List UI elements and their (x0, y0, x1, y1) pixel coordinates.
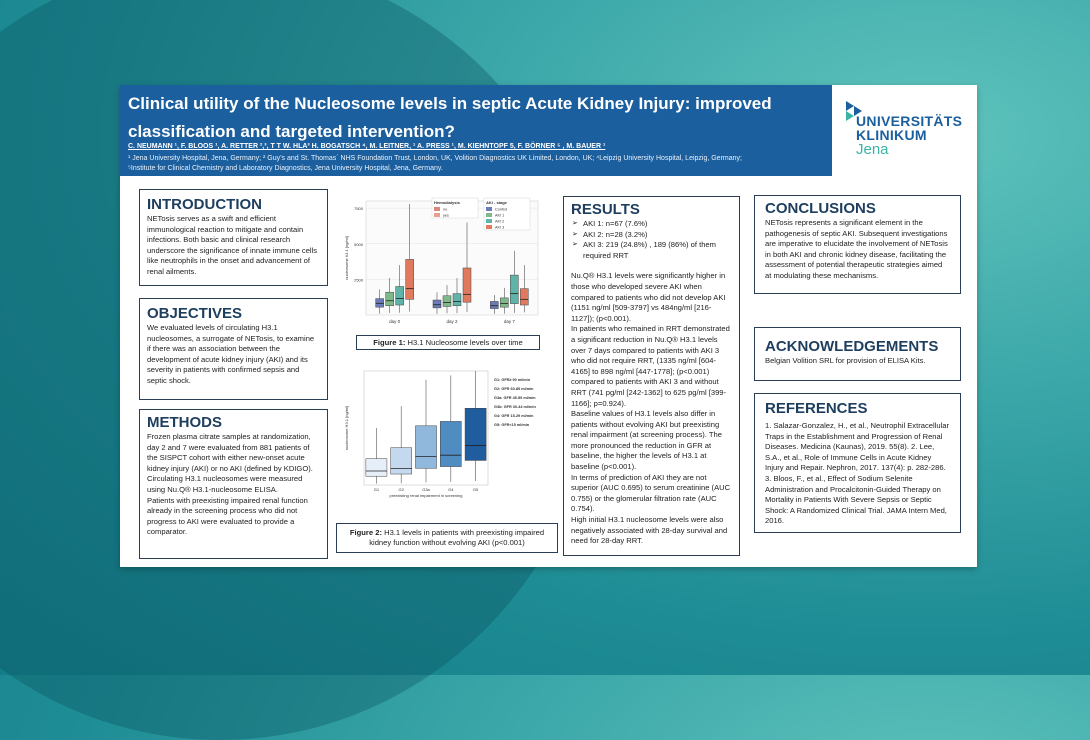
results-bullet-list (571, 219, 732, 261)
box-aki-2-box (396, 287, 404, 306)
box-aki-3-box (406, 259, 414, 299)
x-tick-label: G2 (398, 487, 404, 492)
legend-entry: G3a: GFR 45-59 ml/min (494, 396, 536, 400)
box-aki-1-box (443, 296, 451, 307)
box-control-box (433, 300, 441, 308)
figure-2-caption-text: H3.1 levels in patients with preexisting impaired kidney function without evolving AKI (p<0.001) (369, 528, 545, 547)
poster-title (128, 90, 828, 146)
box-control-box (376, 299, 384, 308)
affiliation-line-2: ⁵Institute for Clinical Chemistry and Laboratory Diagnostics, Jena University Hospital, Jena, Germany. (128, 165, 443, 172)
results-box (563, 196, 740, 556)
legend-title: AKI - stage (486, 200, 507, 205)
figure-2-caption-label: Figure 2: (349, 528, 382, 537)
results-bullet: ➢ AKI 1: n=67 (7.6%) (583, 219, 732, 230)
introduction-box (139, 189, 328, 286)
objectives-heading: OBJECTIVES (147, 305, 243, 322)
legend-entry: G5: GFR<15 ml/min (494, 423, 530, 427)
y-tick-label: 5000 (354, 241, 363, 247)
references-box (754, 393, 961, 533)
figure-1-caption-text: H3.1 Nucleosome levels over time (405, 338, 523, 347)
references-heading: REFERENCES (765, 400, 868, 417)
results-bullet: ➢ AKI 2: n=28 (3.2%) (583, 230, 732, 241)
figure-1-chart (338, 193, 548, 333)
x-axis-label: preexisting renal impairment in screening (389, 493, 463, 498)
objectives-text: We evaluated levels of circulating H3.1 nucleosomes, a surrogate of NETosis, to examine if there was an association between the development of acute kidney injury (AKI) and its severity in patients with confirmed sepsis and septic shock. (147, 323, 315, 385)
legend-entry: G1: GFR≥ 90 ml/min (494, 378, 531, 382)
title-line-1: Clinical utility of the Nucleosome levels in septic Acute Kidney Injury: improved (128, 94, 772, 113)
acknowledgements-box (754, 327, 961, 381)
results-bullet: ➢ AKI 3: 219 (24.8%) , 189 (86%) of them required RRT (583, 240, 732, 261)
box-aki-3-box (463, 268, 471, 302)
affiliations (128, 154, 838, 174)
legend-entry: no (443, 207, 448, 212)
y-tick-label: 2500 (354, 277, 363, 283)
logo-text-line-2: KLINIKUM (856, 127, 927, 143)
box-aki-3-box (520, 289, 528, 305)
box-g5-box (465, 408, 486, 460)
y-tick-label: 7500 (354, 206, 363, 212)
introduction-text: NETosis serves as a swift and efficient immunological reaction to mitigate and contain infections. Both basic and clinical research underscore the significance of innate immune cells like neutrophils in the onset and advancement of renal ailments. (147, 214, 318, 276)
box-aki-1-box (386, 292, 394, 306)
y-axis-label: nucleosome H3.1 [ng/ml] (344, 405, 349, 451)
university-logo (846, 99, 966, 169)
box-aki-2-box (453, 294, 461, 306)
poster-header (120, 85, 832, 176)
conclusions-heading: CONCLUSIONS (765, 200, 876, 217)
legend-entry: AKI 2 (495, 219, 505, 224)
legend-swatch (434, 207, 440, 211)
methods-text: Frozen plasma citrate samples at randomization, day 2 and 7 were evaluated from 881 patients of the SISPCT cohort with either new-onset acute kidney injury (AKI) or no AKI (defined by KDIGO). Circulating H3.1 nucleosomes were measured using Nu.Q® H3.1-nucleosome ELISA. Patients with preexisting impaired renal function already in the screening process who did not progress to AKI were evaluated to provide a comparator. (147, 432, 313, 537)
legend-swatch (486, 207, 492, 211)
conclusions-box (754, 195, 961, 294)
logo-text-line-3: Jena (856, 141, 889, 158)
acknowledgements-text: Belgian Volition SRL for provision of ELISA Kits. (765, 356, 926, 365)
x-tick-label: day 2 (446, 319, 458, 324)
x-tick-label: day 0 (389, 319, 401, 324)
figure-1-caption-label: Figure 1: (373, 338, 406, 347)
x-tick-label: G3a (422, 487, 430, 492)
box-g1-box (366, 459, 387, 477)
x-tick-label: day 7 (503, 319, 515, 324)
legend-entry: yes (443, 213, 449, 218)
legend-swatch (486, 225, 492, 229)
results-heading: RESULTS (571, 201, 640, 218)
acknowledgements-heading: ACKNOWLEDGEMENTS (765, 338, 939, 355)
legend-entry: G2: GFR 60-89 ml/min (494, 387, 534, 391)
box-g2-box (391, 448, 412, 474)
y-axis-label: nucleosome h3.1 [ng/ml] (344, 236, 349, 280)
poster (120, 85, 977, 567)
figure-2-chart (338, 365, 548, 505)
box-g3a-box (415, 426, 436, 469)
legend-entry: AKI 1 (495, 213, 505, 218)
box-aki-2-box (510, 275, 518, 304)
legend-swatch (486, 219, 492, 223)
legend-swatch (486, 213, 492, 217)
box-g4-box (440, 421, 461, 466)
box-aki-1-box (500, 298, 508, 307)
figure-2-caption (336, 523, 558, 553)
methods-box (139, 409, 328, 559)
x-tick-label: G4 (448, 487, 454, 492)
legend-entry: AKI 3 (495, 225, 505, 230)
figure-1-caption (356, 335, 540, 350)
title-line-2: classification and targeted intervention? (128, 122, 455, 141)
legend-title: Hemodialysis (434, 200, 460, 205)
legend-swatch (434, 213, 440, 217)
conclusions-text: NETosis represents a significant element in the pathogenesis of septic AKI. Subsequent investigations are imperative to elucidate the involvement of NETosis in both AKI and chronic kidney disease, facilitating the assessment of potential therapeutic strategies aimed at modulating these mechanisms. (765, 218, 948, 280)
introduction-heading: INTRODUCTION (147, 196, 262, 213)
affiliation-line-1: ¹ Jena University Hospital, Jena, Germany; ² Guy’s and St. Thomas´ NHS Foundation Trust, London, UK, Volition Diagnostics UK Limited, London, UK; ⁴Leipzig University Hospital, Leipzig, Germany; (128, 155, 742, 162)
x-tick-label: G1 (373, 487, 380, 492)
objectives-box (139, 298, 328, 400)
legend-entry: G3b: GFR 30-44 ml/min (494, 405, 536, 409)
legend-entry: Control (495, 207, 508, 212)
references-text: 1. Salazar-Gonzalez, H., et al., Neutrophil Extracellular Traps in the Establishment and Progression of Renal Diseases. Medicina (Kaunas), 2019. 55(8). 2. Lee, S.A., et al., Role of Immune Cells in Acute Kidney Injury and Repair. Nephron, 2017. 137(4): p. 282-286. 3. Bloos, F., et al., Effect of Sodium Selenite Administration and Procalcitonin-Guided Therapy on Mortality in Patients With Severe Sepsis or Septic Shock: A Randomized Clinical Trial. JAMA Intern Med, 2016. (765, 421, 950, 526)
box-control-box (490, 301, 498, 308)
methods-heading: METHODS (147, 414, 222, 431)
authors: C. NEUMANN ¹, F. BLOOS ¹, A. RETTER ²,³, T T W. HLA³ H. BOGATSCH ⁴, M. LEITNER, ¹ A. PRESS ¹, M. KIEHNTOPF 5, F. BÖRNER ⁵ , M. BAUER ¹ (128, 143, 606, 150)
results-text: Nu.Q® H3.1 levels were significantly higher in those who developed severe AKI when compared to patients who did not develop AKI (1151 ng/ml [509-3797] vs 484ng/ml [216- 1127]); (p<0.001). In patients who remained in RRT demonstrated a significant reduction in Nu.Q® H3.1 levels over 7 days compared to patients with AKI 3 who did not require RRT, (1335 ng/ml [604-4165] to 898 ng/ml [447-1778]; (p<0.001) compared to patients with AKI 3 and without RRT (741 pg/ml [242-1362] to 625 pg/ml [399-1166]; p=0.924). Baseline values of H3.1 levels also differ in patients without evolving AKI but preexisting renal impairment (at screening process). The more pronounced the reduction in GFR at baseline, the higher the levels of H3.1 at baseline (p<0.001). In terms of prediction of AKI they are not superior (AUC 0.695) to serum creatinine (AUC 0.755) or the glomerular filtration rate (AUC 0.754). High initial H3.1 nucleosome levels were also negatively associated with 28-day survival and need for 28-day RRT. (571, 271, 731, 546)
x-tick-label: G5 (472, 487, 479, 492)
legend-entry: G4: GFR 15-29 ml/min (494, 414, 534, 418)
logo-text-line-1: UNIVERSITÄTS (856, 113, 963, 129)
